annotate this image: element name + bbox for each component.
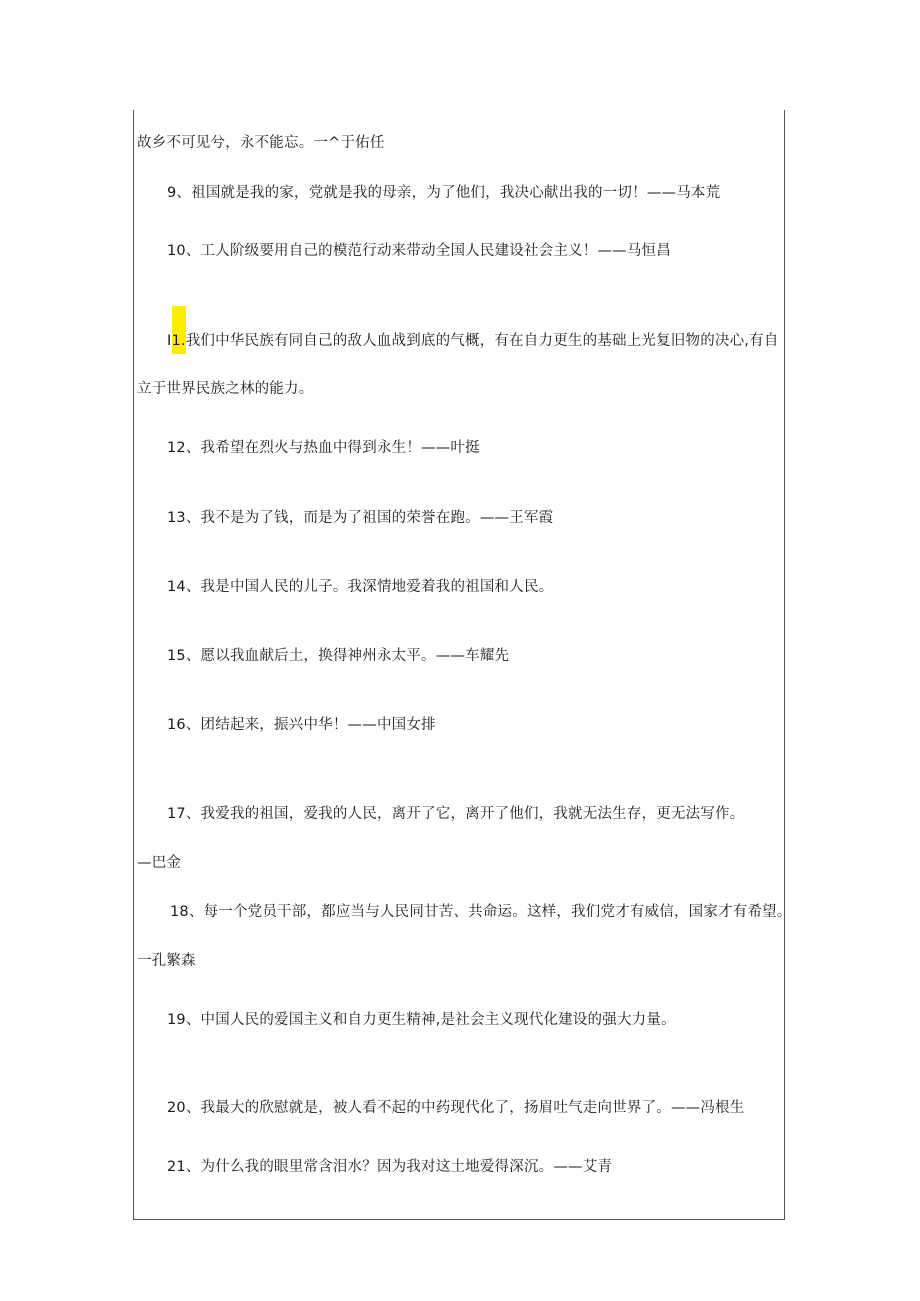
page-frame <box>133 110 785 1220</box>
text-line-8: 14、我是中国人民的儿子。我深情地爱着我的祖国和人民。 <box>167 579 554 595</box>
text-line-1: 故乡不可见兮，永不能忘。一^于佑任 <box>137 135 385 151</box>
text-line-14: 一孔繁森 <box>137 953 196 969</box>
text-line-16: 20、我最大的欣慰就是，被人看不起的中药现代化了，扬眉吐气走向世界了。——冯根生 <box>167 1100 745 1116</box>
text-line-15: 19、中国人民的爱国主义和自力更生精神,是社会主义现代化建设的强大力量。 <box>167 1012 676 1028</box>
text-line-4: I1.我们中华民族有同自己的敌人血战到底的气概，有在自力更生的基础上光复旧物的决心,有自 <box>167 333 779 349</box>
text-line-3: 10、工人阶级要用自己的模范行动来带动全国人民建设社会主义！——马恒昌 <box>167 243 671 259</box>
text-line-17: 21、为什么我的眼里常含泪水？因为我对这土地爱得深沉。——艾青 <box>167 1159 613 1175</box>
text-line-12: —巴金 <box>137 855 182 871</box>
text-line-13: 18、每一个党员干部，都应当与人民同甘苦、共命运。这样，我们党才有威信，国家才有希望。 <box>170 904 792 920</box>
text-line-9: 15、愿以我血献后土，换得神州永太平。——车耀先 <box>167 648 510 664</box>
text-line-5: 立于世界民族之林的能力。 <box>137 381 314 397</box>
text-line-10: 16、团结起来，振兴中华！——中国女排 <box>167 717 436 733</box>
text-line-7: 13、我不是为了钱，而是为了祖国的荣誉在跑。——王军霞 <box>167 510 554 526</box>
text-line-2: 9、祖国就是我的家，党就是我的母亲，为了他们，我决心献出我的一切！——马本荒 <box>167 185 721 201</box>
text-line-11: 17、我爱我的祖国，爱我的人民，离开了它，离开了他们，我就无法生存，更无法写作。 <box>167 806 745 822</box>
text-line-6: 12、我希望在烈火与热血中得到永生！——叶挺 <box>167 440 480 456</box>
